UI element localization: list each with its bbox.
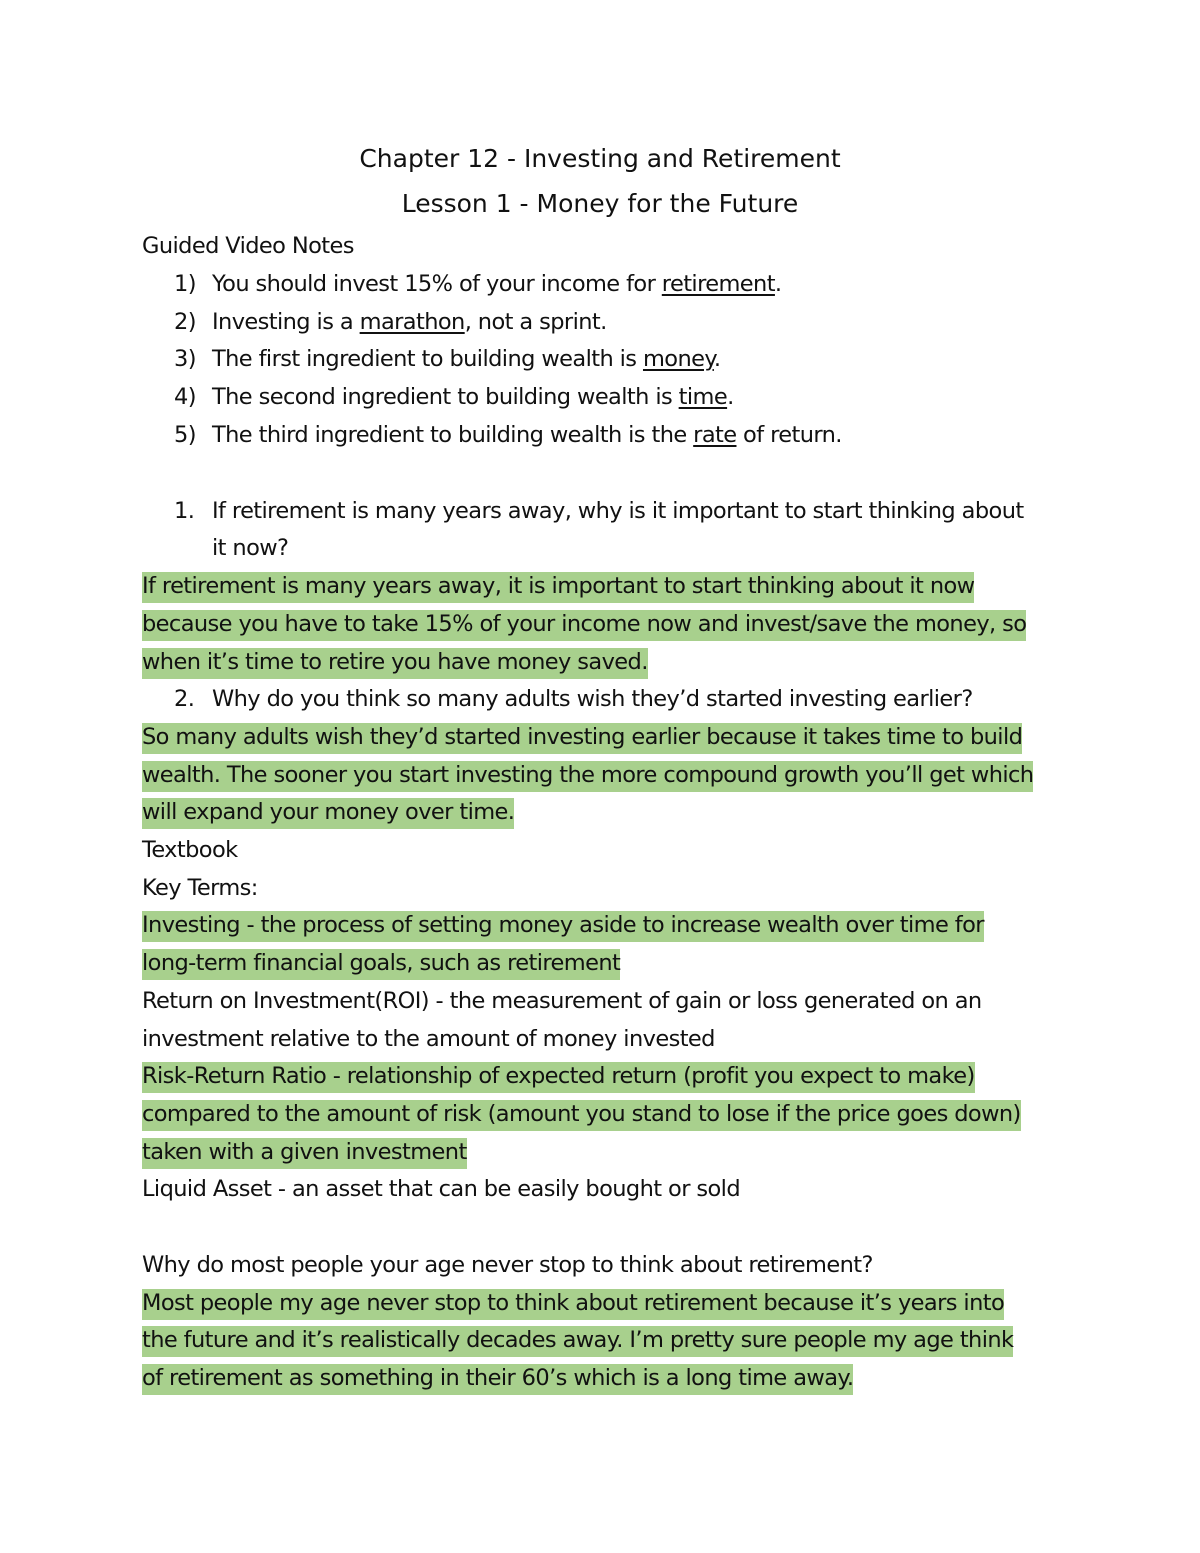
question-text: Why do you think so many adults wish they’d started investing earlier? (212, 686, 973, 712)
note-text: Investing is a (212, 309, 360, 335)
question-number: 1. (174, 498, 195, 524)
note-item (174, 417, 842, 454)
highlighted-answer: the future and it’s realistically decades away. I’m pretty sure people my age think (142, 1326, 1013, 1357)
key-term-line (142, 1134, 467, 1171)
final-answer-line (142, 1360, 853, 1397)
key-term-line: Return on Investment(ROI) - the measurement of gain or loss generated on an (142, 988, 982, 1014)
highlighted-answer: wealth. The sooner you start investing the more compound growth you’ll get which (142, 761, 1033, 792)
note-answer: marathon (359, 309, 465, 335)
note-item (174, 304, 607, 341)
note-text-end: . (727, 384, 734, 410)
note-text-end: of return. (736, 422, 842, 448)
highlighted-answer: when it’s time to retire you have money saved. (142, 648, 648, 679)
question-1-continuation: it now? (212, 535, 289, 561)
chapter-title: Chapter 12 - Investing and Retirement (359, 144, 841, 173)
highlighted-term: taken with a given investment (142, 1138, 467, 1169)
key-term-line (142, 945, 620, 982)
key-term-line (142, 1096, 1021, 1133)
key-term-line: investment relative to the amount of money invested (142, 1026, 715, 1052)
note-answer: money (642, 346, 714, 372)
answer-1-line (142, 606, 1026, 643)
highlighted-answer: of retirement as something in their 60’s which is a long time away. (142, 1364, 853, 1395)
key-terms-heading: Key Terms: (142, 875, 258, 901)
note-item (174, 341, 720, 378)
key-term-line: Liquid Asset - an asset that can be easily bought or sold (142, 1176, 741, 1202)
question-2 (174, 681, 973, 718)
answer-1-line (142, 644, 648, 681)
final-question: Why do most people your age never stop to think about retirement? (142, 1252, 873, 1278)
key-term-line (142, 907, 984, 944)
answer-2-line (142, 794, 514, 831)
highlighted-answer: will expand your money over time. (142, 798, 514, 829)
highlighted-answer: Most people my age never stop to think about retirement because it’s years into (142, 1289, 1004, 1320)
answer-1-line (142, 568, 974, 605)
note-text: The second ingredient to building wealth is (212, 384, 679, 410)
highlighted-term: long-term financial goals, such as retirement (142, 949, 620, 980)
note-answer: rate (693, 422, 737, 448)
note-number: 4) (174, 384, 196, 410)
note-text: You should invest 15% of your income for (212, 271, 662, 297)
key-term-line (142, 1058, 975, 1095)
highlighted-answer: If retirement is many years away, it is important to start thinking about it now (142, 572, 974, 603)
note-item (174, 379, 734, 416)
note-text: The first ingredient to building wealth is (212, 346, 643, 372)
answer-2-line (142, 719, 1022, 756)
highlighted-term: compared to the amount of risk (amount you stand to lose if the price goes down) (142, 1100, 1021, 1131)
note-answer: retirement (661, 271, 775, 297)
question-text: If retirement is many years away, why is it important to start thinking about (212, 498, 1024, 524)
highlighted-answer: because you have to take 15% of your income now and invest/save the money, so (142, 610, 1026, 641)
note-number: 1) (174, 271, 196, 297)
question-1 (174, 493, 1024, 530)
highlighted-answer: So many adults wish they’d started investing earlier because it takes time to build (142, 723, 1022, 754)
note-text-end: , not a sprint. (464, 309, 607, 335)
highlighted-term: Risk-Return Ratio - relationship of expected return (profit you expect to make) (142, 1062, 975, 1093)
final-answer-line (142, 1322, 1013, 1359)
lesson-title: Lesson 1 - Money for the Future (401, 189, 799, 218)
note-number: 2) (174, 309, 196, 335)
highlighted-term: Investing - the process of setting money aside to increase wealth over time for (142, 911, 984, 942)
note-answer: time (678, 384, 728, 410)
note-item (174, 266, 781, 303)
answer-2-line (142, 757, 1033, 794)
textbook-heading: Textbook (142, 837, 238, 863)
guided-notes-heading: Guided Video Notes (142, 233, 354, 259)
question-number: 2. (174, 686, 195, 712)
note-number: 5) (174, 422, 196, 448)
note-text-end: . (774, 271, 782, 297)
note-number: 3) (174, 346, 196, 372)
final-answer-line (142, 1285, 1004, 1322)
note-text-end: . (713, 346, 721, 372)
note-text: The third ingredient to building wealth is the (212, 422, 694, 448)
